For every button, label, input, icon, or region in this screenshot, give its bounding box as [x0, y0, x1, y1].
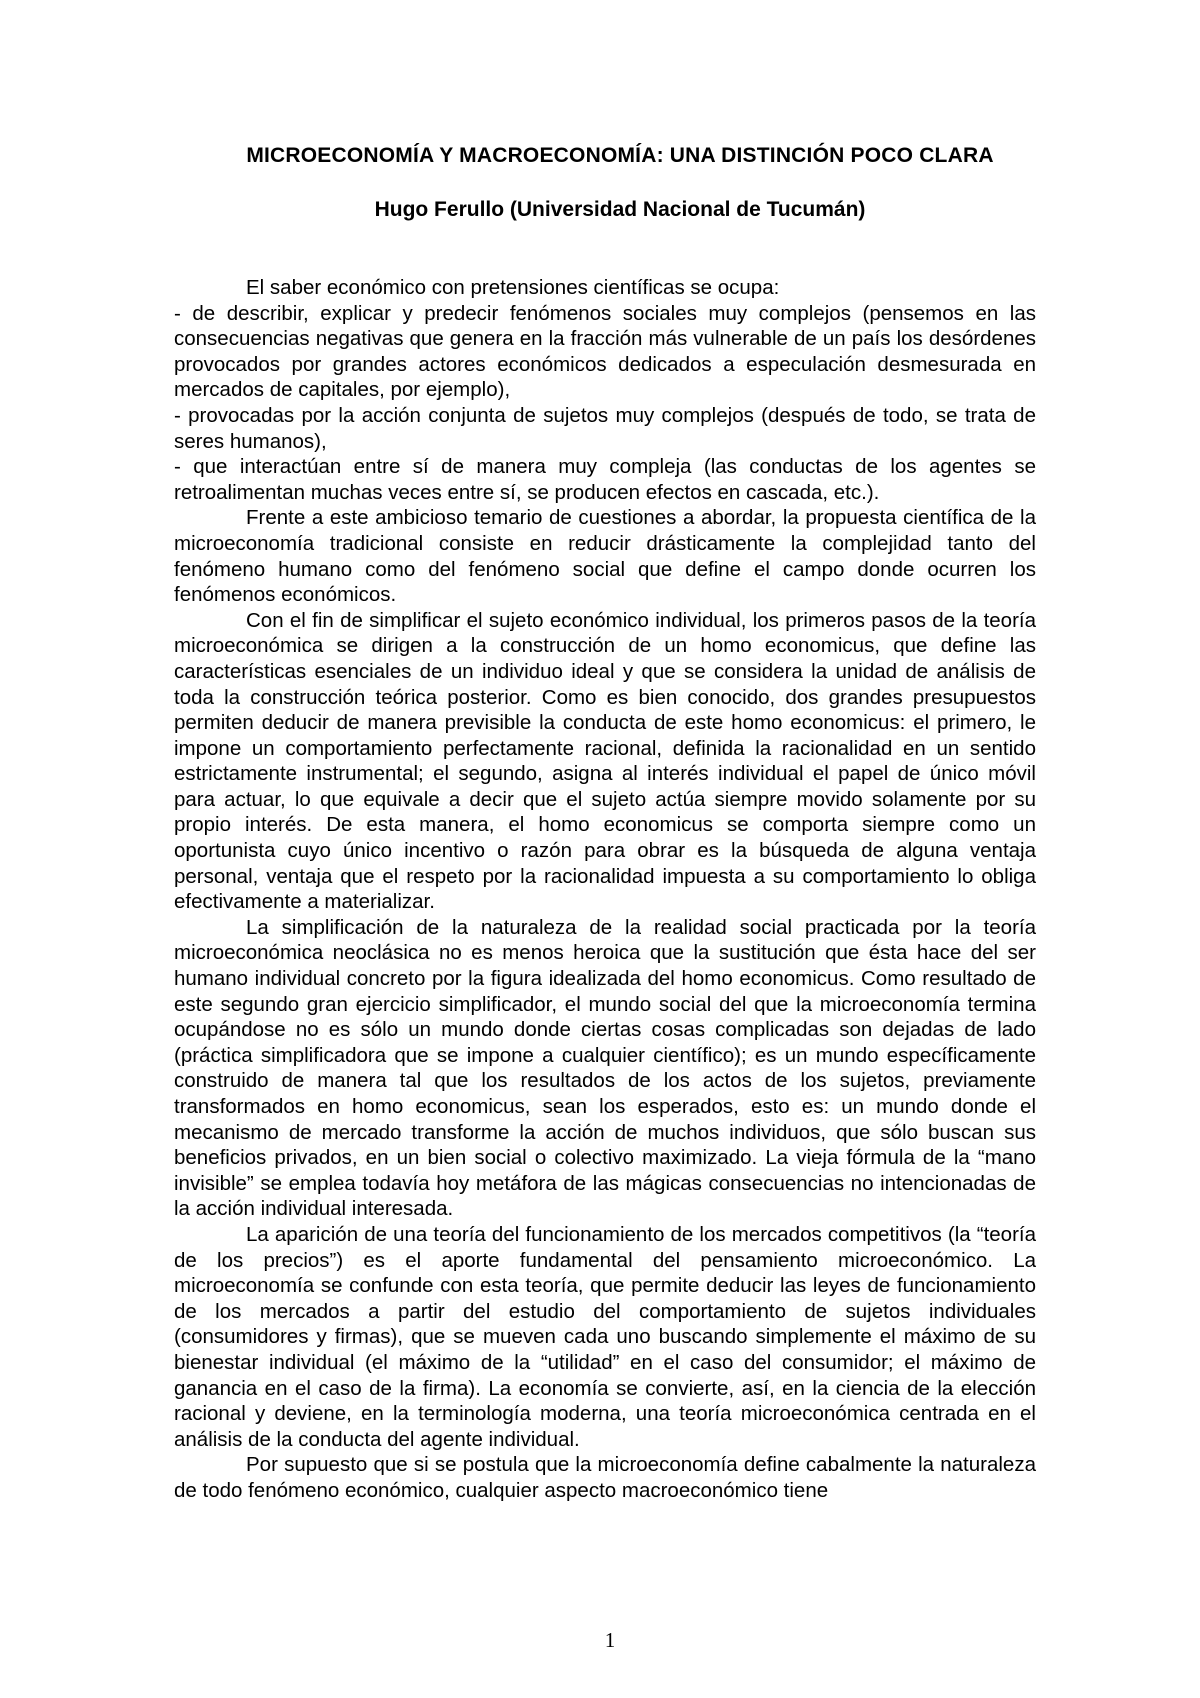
- paragraph-por-supuesto: Por supuesto que si se postula que la microeconomía define cabalmente la naturaleza de todo fenómeno económico, cualquier aspecto macroeconómico tiene: [174, 1453, 1036, 1502]
- page-number: 1: [604, 1628, 616, 1652]
- paragraph-frente: Frente a este ambicioso temario de cuestiones a abordar, la propuesta científica de la microeconomía tradicional consiste en reducir drásticamente la complejidad tanto del fenómeno humano como del fenómeno social que define el campo donde ocurren los fenómenos económicos.: [174, 506, 1036, 607]
- paragraph-homo-economicus: Con el fin de simplificar el sujeto económico individual, los primeros pasos de la teoría microeconómica se dirigen a la construcción de un homo economicus, que define las características esenciales de un individuo ideal y que se considera la unidad de análisis de toda la construcción teórica posterior. Como es bien conocido, dos grandes presupuestos permiten deducir de manera previsible la conducta de este homo economicus: el primero, le impone un comportamiento perfectamente racional, definida la racionalidad en un sentido estrictamente instrumental; el segundo, asigna al interés individual el papel de único móvil para actuar, lo que equivale a decir que el sujeto actúa siempre movido solamente por su propio interés. De esta manera, el homo economicus se comporta siempre como un oportunista cuyo único incentivo o razón para obrar es la búsqueda de alguna ventaja personal, ventaja que el respeto por la racionalidad impuesta a su comportamiento lo obliga efectivamente a materializar.: [174, 608, 1036, 914]
- document-author: Hugo Ferullo (Universidad Nacional de Tucumán): [374, 198, 866, 221]
- document-body: [174, 275, 1036, 1504]
- list-item-interact: - que interactúan entre sí de manera muy compleja (las conductas de los agentes se retroalimentan muchas veces entre sí, se producen efectos en cascada, etc.).: [174, 455, 1036, 504]
- document-title: MICROECONOMÍA Y MACROECONOMÍA: UNA DISTINCIÓN POCO CLARA: [246, 144, 994, 167]
- list-item-provoked: - provocadas por la acción conjunta de sujetos muy complejos (después de todo, se trata de seres humanos),: [174, 403, 1036, 453]
- paragraph-simplificacion: La simplificación de la naturaleza de la realidad social practicada por la teoría microeconómica neoclásica no es menos heroica que la sustitución que ésta hace del ser humano individual concreto por la figura idealizada del homo economicus. Como resultado de este segundo gran ejercicio simplificador, el mundo social del que la microeconomía termina ocupándose no es sólo un mundo donde ciertas cosas complicadas son dejadas de lado (práctica simplificadora que se impone a cualquier científico); es un mundo específicamente construido de manera tal que los resultados de los actos de los sujetos, previamente transformados en homo economicus, sean los esperados, esto es: un mundo donde el mecanismo de mercado transforme la acción de muchos individuos, que sólo buscan sus beneficios privados, en un bien social o colectivo maximizado. La vieja fórmula de la “mano invisible” se emplea todavía hoy metáfora de las mágicas consecuencias no intencionadas de la acción individual interesada.: [174, 915, 1036, 1221]
- paragraph-teoria-precios: La aparición de una teoría del funcionamiento de los mercados competitivos (la “teoría de los precios”) es el aporte fundamental del pensamiento microeconómico. La microeconomía se confunde con esta teoría, que permite deducir las leyes de funcionamiento de los mercados a partir del estudio del comportamiento de sujetos individuales (consumidores y firmas), que se mueven cada uno buscando simplemente el máximo de su bienestar individual (el máximo de la “utilidad” en el caso del consumidor; el máximo de ganancia en el caso de la firma). La economía se convierte, así, en la ciencia de la elección racional y deviene, en la terminología moderna, una teoría microeconómica centrada en el análisis de la conducta del agente individual.: [174, 1222, 1036, 1451]
- paragraph-intro: El saber económico con pretensiones científicas se ocupa:: [246, 276, 780, 299]
- list-item-describe: - de describir, explicar y predecir fenómenos sociales muy complejos (pensemos en las consecuencias negativas que genera en la fracción más vulnerable de un país los desórdenes provocados por grandes actores económicos dedicados a especulación desmesurada en mercados de capitales, por ejemplo),: [174, 301, 1036, 402]
